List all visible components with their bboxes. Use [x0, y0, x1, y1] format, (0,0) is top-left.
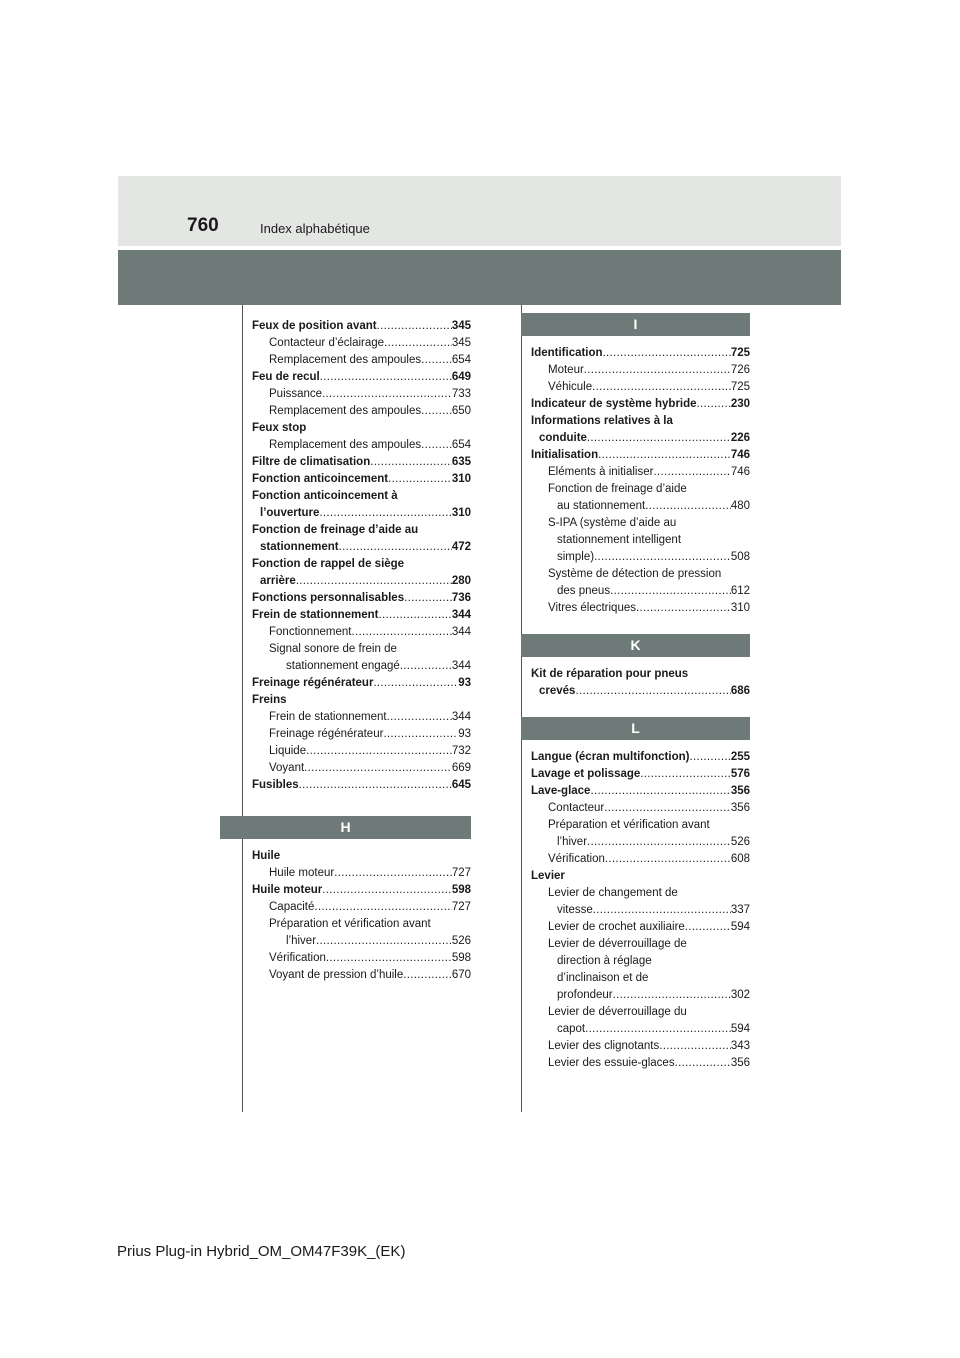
- index-subentry: Levier de déverrouillage de: [548, 938, 687, 950]
- index-entry-cont: crevés ..... 686: [531, 683, 750, 700]
- index-entry: Fonction anticoincement ..... 310: [252, 471, 471, 488]
- index-entry: Langue (écran multifonction) ..... 255: [531, 749, 750, 766]
- index-subentry-cont: stationnement engagé ..... 344: [252, 658, 471, 675]
- index-subentry: Préparation et vérification avant: [548, 819, 710, 831]
- page-title: Index alphabétique: [260, 221, 370, 236]
- index-subentry-cont: direction à réglage: [557, 955, 652, 967]
- footer-text: Prius Plug-in Hybrid_OM_OM47F39K_(EK): [117, 1243, 406, 1260]
- index-subentry-cont: simple) ..... 508: [531, 549, 750, 566]
- index-subentry: Puissance ..... 733: [252, 386, 471, 403]
- column-divider-right: [521, 305, 522, 1112]
- index-entry-cont: stationnement ..... 472: [252, 539, 471, 556]
- index-entry: Huile moteur ..... 598: [252, 882, 471, 899]
- index-subentry-cont: capot ..... 594: [531, 1021, 750, 1038]
- index-entry: Lavage et polissage ..... 576: [531, 766, 750, 783]
- section-header-l: L: [521, 717, 750, 740]
- index-entry: Informations relatives à la: [531, 415, 673, 427]
- section-header-k: K: [521, 634, 750, 657]
- index-entry: Identification ..... 725: [531, 345, 750, 362]
- index-entry-cont: l’ouverture ..... 310: [252, 505, 471, 522]
- index-entry: Feu de recul ..... 649: [252, 369, 471, 386]
- index-subentry-cont: au stationnement ..... 480: [531, 498, 750, 515]
- index-subentry: Remplacement des ampoules ..... 654: [252, 352, 471, 369]
- index-subentry: Levier de déverrouillage du: [548, 1006, 687, 1018]
- index-subentry: Levier des clignotants ..... 343: [531, 1038, 750, 1055]
- index-subentry-cont: d’inclinaison et de: [557, 972, 649, 984]
- index-column-2: [531, 313, 750, 1072]
- index-entry: Fonction de rappel de siège: [252, 558, 405, 570]
- index-subentry: Liquide ..... 732: [252, 743, 471, 760]
- index-subentry: S-IPA (système d’aide au: [548, 517, 677, 529]
- index-entry: Lave-glace ..... 356: [531, 783, 750, 800]
- index-subentry-cont: l’hiver ..... 526: [252, 933, 471, 950]
- index-subentry: Fonction de freinage d’aide: [548, 483, 687, 495]
- index-entry-cont: arrière ..... 280: [252, 573, 471, 590]
- index-subentry-cont: stationnement intelligent: [557, 534, 682, 546]
- index-entry: Fusibles ..... 645: [252, 777, 471, 794]
- index-subentry: Signal sonore de frein de: [269, 643, 397, 655]
- section-header-h: H: [220, 816, 471, 839]
- index-entry: Filtre de climatisation ..... 635: [252, 454, 471, 471]
- index-subentry: Levier de changement de: [548, 887, 678, 899]
- index-subentry: Contacteur ..... 356: [531, 800, 750, 817]
- index-entry: Feux de position avant ..... 345: [252, 318, 471, 335]
- index-entry: Frein de stationnement ..... 344: [252, 607, 471, 624]
- column-divider-left: [242, 305, 243, 1112]
- index-entry: Freinage régénérateur ..... 93: [252, 675, 471, 692]
- index-entry: Fonctions personnalisables ..... 736: [252, 590, 471, 607]
- index-subentry: Levier des essuie-glaces ..... 356: [531, 1055, 750, 1072]
- index-subentry-cont: l’hiver ..... 526: [531, 834, 750, 851]
- index-subentry: Vérification ..... 598: [252, 950, 471, 967]
- index-subentry: Voyant ..... 669: [252, 760, 471, 777]
- index-entry: Indicateur de système hybride ..... 230: [531, 396, 750, 413]
- index-subentry: Frein de stationnement ..... 344: [252, 709, 471, 726]
- page-number: 760: [187, 215, 219, 236]
- index-entry: Feux stop: [252, 422, 307, 434]
- index-subentry: Remplacement des ampoules ..... 654: [252, 437, 471, 454]
- index-entry: Kit de réparation pour pneus: [531, 668, 689, 680]
- index-subentry: Vitres électriques ..... 310: [531, 600, 750, 617]
- index-subentry: Véhicule ..... 725: [531, 379, 750, 396]
- index-subentry: Levier de crochet auxiliaire ..... 594: [531, 919, 750, 936]
- index-subentry: Système de détection de pression: [548, 568, 722, 580]
- section-header-i: I: [521, 313, 750, 336]
- index-subentry: Eléments à initialiser ..... 746: [531, 464, 750, 481]
- index-entry: Freins: [252, 694, 287, 706]
- index-entry: Initialisation ..... 746: [531, 447, 750, 464]
- index-entry: Huile: [252, 850, 281, 862]
- header-bar: [118, 176, 841, 246]
- index-column-1: [252, 318, 471, 984]
- index-subentry: Voyant de pression d’huile ..... 670: [252, 967, 471, 984]
- index-subentry: Capacité ..... 727: [252, 899, 471, 916]
- index-entry: Levier: [531, 870, 565, 882]
- index-entry-cont: conduite ..... 226: [531, 430, 750, 447]
- index-subentry: Freinage régénérateur ..... 93: [252, 726, 471, 743]
- index-subentry: Remplacement des ampoules ..... 650: [252, 403, 471, 420]
- index-subentry: Préparation et vérification avant: [269, 918, 431, 930]
- index-entry: Fonction de freinage d’aide au: [252, 524, 419, 536]
- index-entry: Fonction anticoincement à: [252, 490, 398, 502]
- header-banner: [118, 250, 841, 305]
- index-subentry-cont: vitesse ..... 337: [531, 902, 750, 919]
- index-subentry: Vérification ..... 608: [531, 851, 750, 868]
- index-subentry: Huile moteur ..... 727: [252, 865, 471, 882]
- index-subentry: Contacteur d’éclairage ..... 345: [252, 335, 471, 352]
- index-subentry: Fonctionnement ..... 344: [252, 624, 471, 641]
- index-subentry-cont: des pneus ..... 612: [531, 583, 750, 600]
- index-subentry: Moteur ..... 726: [531, 362, 750, 379]
- index-subentry-cont: profondeur ..... 302: [531, 987, 750, 1004]
